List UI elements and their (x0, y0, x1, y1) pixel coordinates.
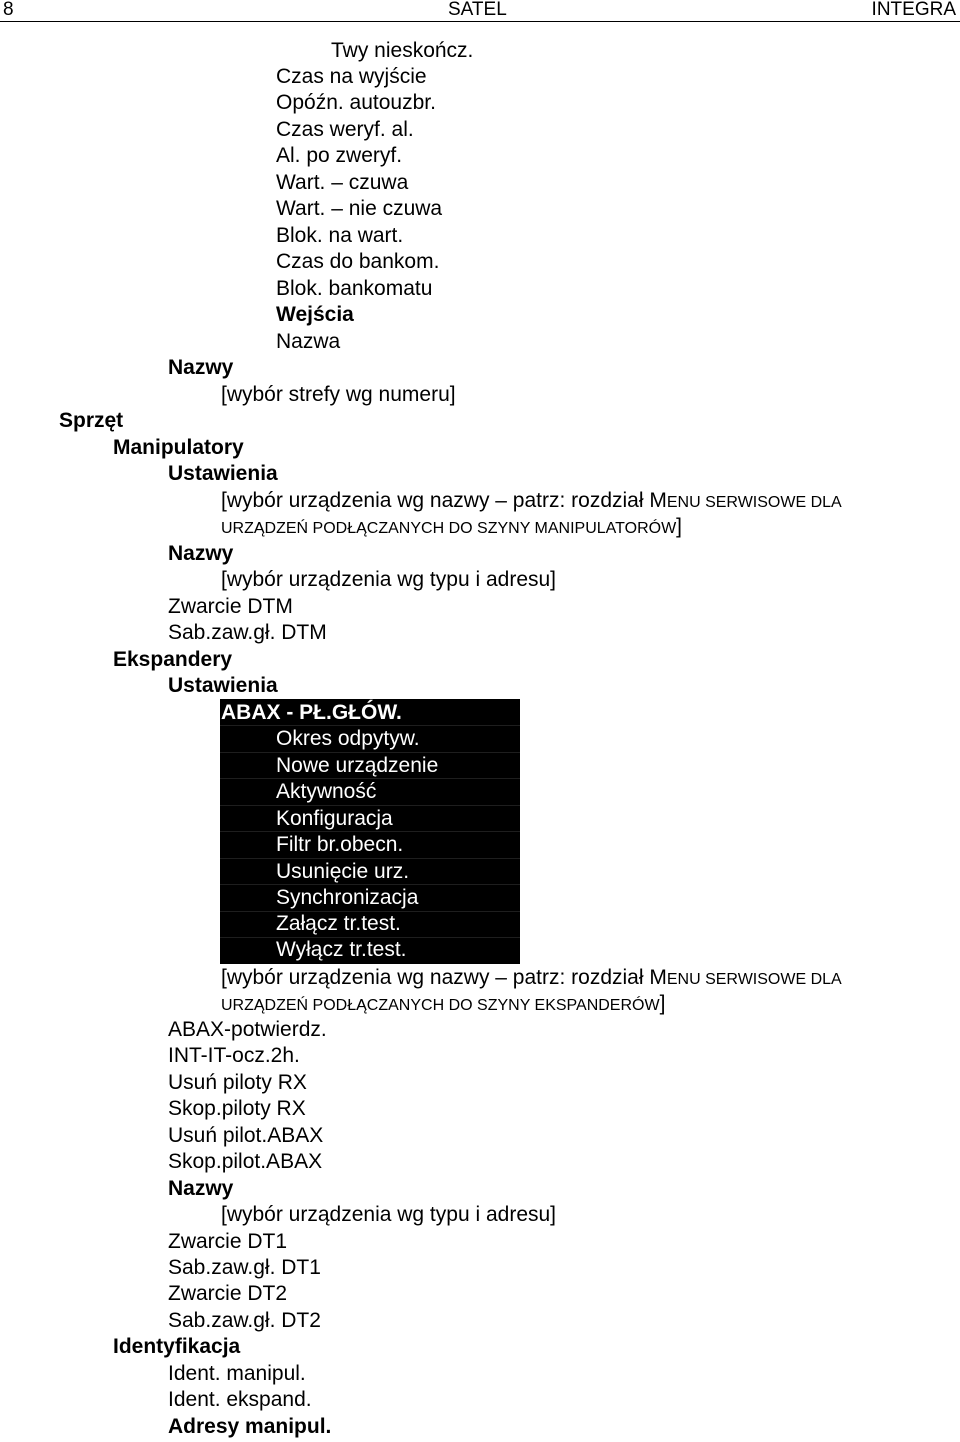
menu-item: Usuń pilot.ABAX (168, 1124, 324, 1147)
reference-text-part: ] (659, 992, 666, 1015)
menu-item: Sab.zaw.gł. DT1 (168, 1256, 321, 1279)
abax-menu-item: Nowe urządzenie (276, 754, 439, 777)
menu-item: Al. po zweryf. (276, 144, 403, 167)
menu-item: Skop.pilot.ABAX (168, 1150, 323, 1173)
brand-name: SATEL (448, 0, 507, 20)
abax-menu-item: Synchronizacja (276, 886, 419, 909)
reference-text-part: URZĄDZEŃ PODŁĄCZANYCH DO SZYNY EKSPANDERÓW (221, 997, 660, 1014)
menu-item: INT-IT-ocz.2h. (168, 1044, 300, 1067)
menu-item: Usuń piloty RX (168, 1071, 307, 1094)
section-title-identyfikacja: Identyfikacja (113, 1335, 241, 1358)
menu-item: Ident. manipul. (168, 1362, 306, 1385)
menu-item: Czas weryf. al. (276, 118, 414, 141)
menu-item: Blok. bankomatu (276, 277, 433, 300)
page-number: 8 (3, 0, 14, 20)
description-text: [wybór urządzenia wg typu i adresu] (221, 568, 557, 591)
abax-menu-item: Usunięcie urz. (276, 860, 410, 883)
reference-text-part: [wybór urządzenia wg nazwy – patrz: rozdział M (221, 489, 667, 512)
menu-item: Zwarcie DTM (168, 595, 293, 618)
reference-text (221, 991, 665, 1019)
menu-item: Zwarcie DT1 (168, 1230, 288, 1253)
menu-item: Czas na wyjście (276, 65, 427, 88)
menu-item: Sab.zaw.gł. DT2 (168, 1309, 321, 1332)
menu-item: Ident. ekspand. (168, 1388, 312, 1411)
menu-item: Skop.piloty RX (168, 1097, 306, 1120)
menu-item: Wart. – nie czuwa (276, 197, 443, 220)
reference-text (221, 488, 842, 516)
section-title-adresy: Adresy manipul. (168, 1415, 332, 1438)
section-title-sprzet: Sprzęt (59, 409, 124, 432)
section-title-ustawienia: Ustawienia (168, 462, 278, 485)
abax-menu-item: Okres odpytyw. (276, 727, 420, 750)
reference-text (221, 965, 842, 993)
abax-menu-item: Załącz tr.test. (276, 912, 401, 935)
menu-item: Wart. – czuwa (276, 171, 409, 194)
menu-item: Czas do bankom. (276, 250, 440, 273)
section-title-nazwy: Nazwy (168, 356, 234, 379)
menu-item: Opóźn. autouzbr. (276, 91, 436, 114)
reference-text-part: [wybór urządzenia wg nazwy – patrz: rozdział M (221, 966, 667, 989)
menu-item: ABAX-potwierdz. (168, 1018, 327, 1041)
menu-item: Zwarcie DT2 (168, 1282, 288, 1305)
page-header (0, 0, 960, 22)
reference-text-part: ENU SERWISOWE DLA (666, 971, 842, 988)
section-title-ekspandery: Ekspandery (113, 648, 233, 671)
reference-text-part: ENU SERWISOWE DLA (666, 494, 842, 511)
section-title-nazwy: Nazwy (168, 542, 234, 565)
menu-item: Twy nieskończ. (331, 39, 474, 62)
section-title-ustawienia: Ustawienia (168, 674, 278, 697)
product-name: INTEGRA (871, 0, 956, 20)
menu-item: Blok. na wart. (276, 224, 404, 247)
section-title-manipulatory: Manipulatory (113, 436, 244, 459)
abax-menu-item: Filtr br.obecn. (276, 833, 404, 856)
description-text: [wybór strefy wg numeru] (221, 383, 456, 406)
section-title-wejscia: Wejścia (276, 303, 354, 326)
reference-text (221, 514, 682, 542)
abax-title: ABAX - PŁ.GŁÓW. (221, 701, 402, 724)
section-title-nazwy: Nazwy (168, 1177, 234, 1200)
reference-text-part: URZĄDZEŃ PODŁĄCZANYCH DO SZYNY MANIPULATORÓW (221, 520, 677, 537)
abax-menu-item: Wyłącz tr.test. (276, 938, 407, 961)
abax-menu-item: Konfiguracja (276, 807, 393, 830)
abax-menu-item: Aktywność (276, 780, 377, 803)
description-text: [wybór urządzenia wg typu i adresu] (221, 1203, 557, 1226)
menu-item: Nazwa (276, 330, 341, 353)
menu-item: Sab.zaw.gł. DTM (168, 621, 327, 644)
reference-text-part: ] (676, 515, 683, 538)
